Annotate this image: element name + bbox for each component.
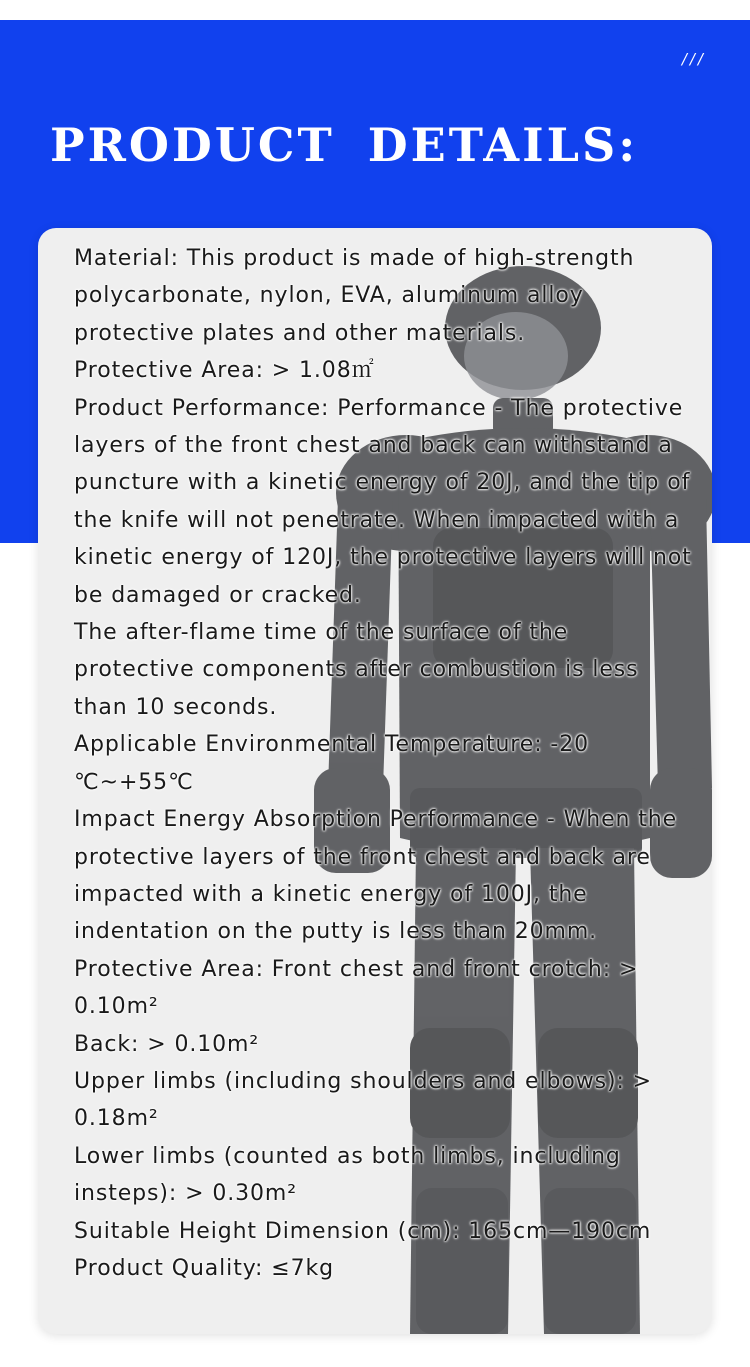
detail-height: Suitable Height Dimension (cm): 165cm—190cm [74,1218,652,1244]
product-details-text [74,240,694,1287]
detail-after-flame: The after-flame time of the surface of the protective components after combustion is less than 10 seconds. [74,620,639,720]
detail-performance: Product Performance: Performance - The protective layers of the front chest and back can withstand a puncture with a kinetic energy of 20J, and the tip of the knife will not penetrate. When impacted with a kinetic energy of 120J, the protective layers will not be damaged or cracked. [74,395,692,608]
detail-impact-absorption: Impact Energy Absorption Performance - When the protective layers of the front chest and back are impacted with a kinetic energy of 100J, the indentation on the putty is less than 20mm. [74,807,678,945]
detail-weight: Product Quality: ≤7kg [74,1255,334,1281]
detail-area-back: Back: > 0.10m² [74,1031,260,1057]
detail-area-chest: Protective Area: Front chest and front crotch: > 0.10m² [74,956,639,1020]
detail-protective-area: Protective Area: > 1.08㎡ [74,358,375,384]
page-title: PRODUCT DETAILS: [50,118,639,172]
details-card [38,228,712,1334]
detail-area-upper-limbs: Upper limbs (including shoulders and elbows): > 0.18m² [74,1068,653,1132]
detail-temperature: Applicable Environmental Temperature: -20 ℃~+55℃ [74,732,590,795]
decorative-slashes: /// [681,50,706,68]
detail-material: Material: This product is made of high-strength polycarbonate, nylon, EVA, aluminum alloy protective plates and other materials. [74,246,635,346]
detail-area-lower-limbs: Lower limbs (counted as both limbs, including insteps): > 0.30m² [74,1143,621,1207]
